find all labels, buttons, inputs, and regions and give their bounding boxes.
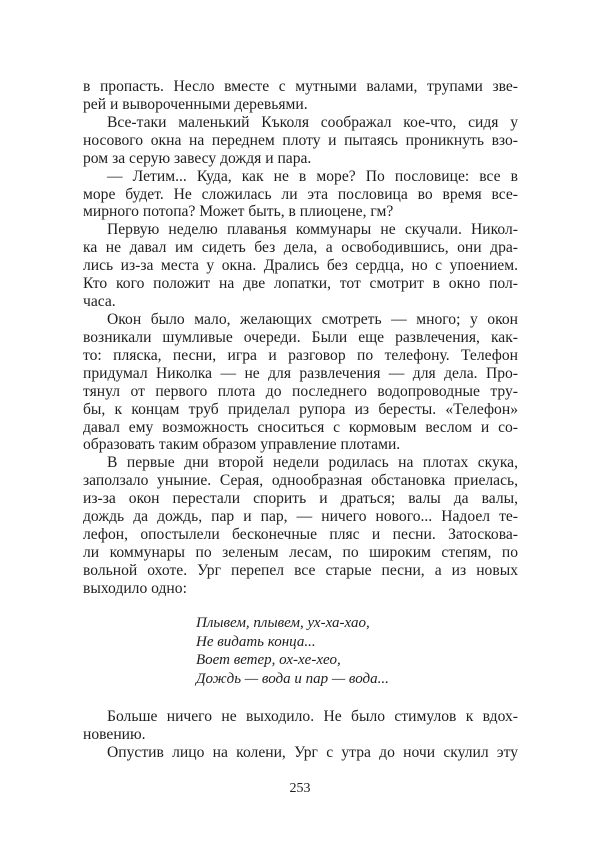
- text-line: бы, к концам труб приделал рупора из бересты. «Телефон»: [83, 400, 518, 418]
- text-line: часа.: [83, 293, 116, 311]
- text-line: Опустив лицо на колени, Ург с утра до ночи скулил эту: [107, 743, 518, 761]
- text-line: — Летим... Куда, как не в море? По пословице: все в: [107, 167, 518, 185]
- text-line: то: пляска, песни, игра и разговор по телефону. Телефон: [83, 346, 518, 364]
- text-line: носового окна на переднем плоту и пытаясь проникнуть взо-: [83, 131, 518, 149]
- text-line: В первые дни второй недели родилась на плотах скука,: [107, 454, 518, 472]
- page-number: 253: [289, 781, 311, 796]
- body-text-top: [83, 78, 518, 598]
- text-line: лефон, опостылели бесконечные пляс и песни. Затоскова-: [83, 526, 518, 544]
- poem-line: Воет ветер, ох-хе-хео,: [196, 652, 341, 669]
- text-line: лись из-за места у окна. Дрались без сердца, но с упоением.: [83, 257, 518, 275]
- text-line: рей и вывороченными деревьями.: [83, 95, 308, 113]
- text-line: Окон было мало, желающих смотреть — много; у окон: [107, 310, 518, 328]
- text-line: Больше ничего не выходило. Не было стимулов к вдох-: [107, 708, 518, 725]
- text-line: ка не давал им сидеть без дела, а освободившись, они дра-: [83, 239, 518, 257]
- text-line: дождь да дождь, пар и пар, — ничего нового... Надоел те-: [83, 508, 518, 526]
- poem-line: Дождь — вода и пар — вода...: [196, 671, 389, 688]
- text-line: заползало уныние. Серая, однообразная обстановка приелась,: [83, 472, 518, 490]
- text-line: новению.: [83, 725, 146, 743]
- text-line: придумал Николка — не для развлечения — для дела. Про-: [83, 364, 518, 382]
- text-line: мирного потопа? Может быть, в плиоцене, гм?: [83, 203, 394, 221]
- text-line: выходило одно:: [83, 579, 187, 597]
- text-line: Кто кого положит на две лопатки, тот смотрит в окно пол-: [83, 275, 518, 293]
- text-line: ром за серую завесу дождя и пара.: [83, 149, 312, 167]
- text-line: образовать таким образом управление плотами.: [83, 436, 401, 454]
- text-line: Первую неделю плаванья коммунары не скучали. Никол-: [107, 221, 518, 239]
- text-line: давал ему возможность сноситься с кормовым веслом и со-: [83, 418, 518, 436]
- text-line: вольной охоте. Ург перепел все старые песни, а из новых: [83, 561, 518, 579]
- text-line: возникали шумливые очереди. Были еще развлечения, как-: [83, 328, 518, 346]
- poem-line: Плывем, плывем, ух-ха-хао,: [196, 615, 370, 631]
- poem-line: Не видать конца...: [196, 633, 316, 650]
- text-line: ли коммунары по зеленым лесам, по широким степям, по: [83, 543, 518, 561]
- text-line: из-за окон перестали спорить и драться; валы да валы,: [83, 490, 518, 508]
- text-line: тянул от первого плота до последнего водопроводные тру-: [83, 382, 518, 400]
- body-text-bottom: [83, 708, 518, 762]
- text-line: море будет. Не сложилась ли эта пословица во время все-: [83, 185, 518, 203]
- text-line: Все-таки маленький Къколя соображал кое-что, сидя у: [107, 113, 518, 131]
- text-line: в пропасть. Несло вместе с мутными валами, трупами зве-: [83, 78, 518, 95]
- poem-verse: [196, 614, 389, 689]
